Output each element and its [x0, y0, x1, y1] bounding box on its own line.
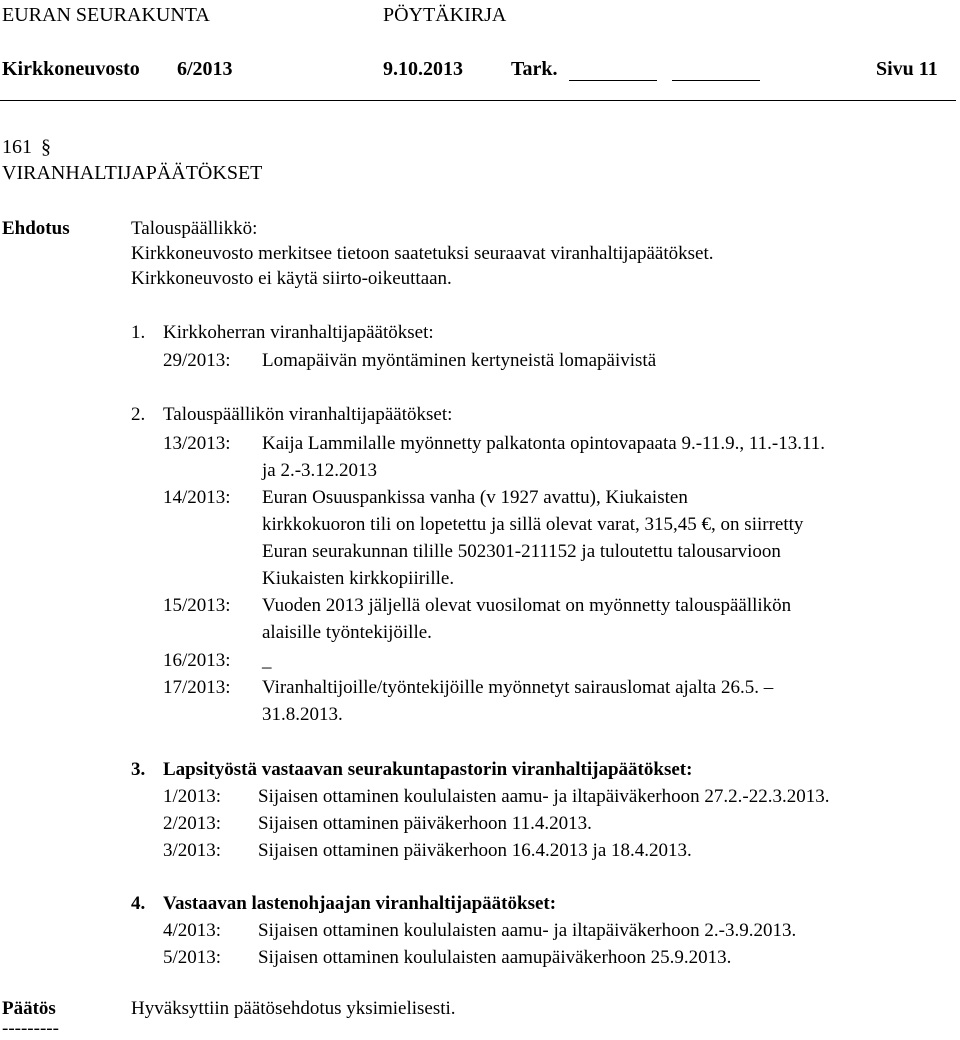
proposal-label: Ehdotus: [2, 218, 70, 239]
decision-code: 2/2013:: [163, 813, 222, 834]
governing-body: Kirkkoneuvosto: [2, 58, 140, 80]
group-number: 4.: [131, 893, 146, 914]
decision-text: kirkkokuoron tili on lopetettu ja sillä olevat varat, 315,45 €, on siirretty: [262, 514, 804, 535]
section-symbol: §: [41, 136, 51, 158]
signature-line-2: [672, 60, 760, 81]
decision-text: Viranhaltijoille/työntekijöille myönnetyt sairauslomat ajalta 26.5. –: [262, 677, 774, 698]
decision-code: 29/2013:: [163, 350, 231, 371]
proposal-line: Kirkkoneuvosto merkitsee tietoon saatetuksi seuraavat viranhaltijapäätökset.: [131, 243, 714, 264]
decision-code: 3/2013:: [163, 840, 222, 861]
decision-text: Sijaisen ottaminen koululaisten aamu- ja iltapäiväkerhoon 2.-3.9.2013.: [258, 920, 797, 941]
checker-field: [511, 58, 760, 81]
decision-code: 14/2013:: [163, 487, 231, 508]
section-number: 161 §: [2, 136, 51, 158]
decision-label: Päätös: [2, 998, 56, 1019]
page-number: Sivu 11: [876, 58, 938, 80]
decision-text: Sijaisen ottaminen koululaisten aamupäiväkerhoon 25.9.2013.: [258, 947, 732, 968]
group-number: 2.: [131, 404, 146, 425]
checker-label: Tark.: [511, 58, 558, 80]
decision-code: 17/2013:: [163, 677, 231, 698]
decision-text: Sijaisen ottaminen päiväkerhoon 16.4.2013 ja 18.4.2013.: [258, 840, 692, 861]
decision-dashes: ---------: [2, 1018, 59, 1039]
decision-text: Kaija Lammilalle myönnetty palkatonta opintovapaata 9.-11.9., 11.-13.11.: [262, 433, 825, 454]
organization-name: EURAN SEURAKUNTA: [2, 4, 210, 26]
decision-text: Euran seurakunnan tilille 502301-211152 ja tuloutettu talousarvioon: [262, 541, 781, 562]
decision-text: _: [262, 650, 272, 671]
signature-line-1: [569, 60, 657, 81]
decision-text: Hyväksyttiin päätösehdotus yksimielisesti.: [131, 998, 456, 1019]
meeting-date: 9.10.2013: [383, 58, 463, 80]
group-heading: Talouspäällikön viranhaltijapäätökset:: [163, 404, 453, 425]
decision-code: 16/2013:: [163, 650, 231, 671]
decision-text: 31.8.2013.: [262, 704, 343, 725]
meeting-number: 6/2013: [177, 58, 233, 80]
group-heading: Kirkkoherran viranhaltijapäätökset:: [163, 322, 434, 343]
decision-text: Sijaisen ottaminen päiväkerhoon 11.4.2013.: [258, 813, 592, 834]
decision-code: 15/2013:: [163, 595, 231, 616]
decision-text: ja 2.-3.12.2013: [262, 460, 378, 481]
decision-text: Euran Osuuspankissa vanha (v 1927 avattu), Kiukaisten: [262, 487, 688, 508]
decision-text: Lomapäivän myöntäminen kertyneistä lomapäivistä: [262, 350, 657, 371]
group-number: 3.: [131, 759, 146, 780]
decision-code: 1/2013:: [163, 786, 222, 807]
group-heading: Lapsityöstä vastaavan seurakuntapastorin viranhaltijapäätökset:: [163, 759, 693, 780]
decision-text: alaisille työntekijöille.: [262, 622, 432, 643]
proposal-line: Kirkkoneuvosto ei käytä siirto-oikeuttaan.: [131, 268, 452, 289]
section-title: VIRANHALTIJAPÄÄTÖKSET: [2, 162, 263, 184]
group-number: 1.: [131, 322, 146, 343]
decision-text: Kiukaisten kirkkopiirille.: [262, 568, 455, 589]
header-divider: [0, 100, 956, 101]
decision-code: 4/2013:: [163, 920, 222, 941]
decision-text: Vuoden 2013 jäljellä olevat vuosilomat on myönnetty talouspäällikön: [262, 595, 792, 616]
decision-code: 5/2013:: [163, 947, 222, 968]
document-type: PÖYTÄKIRJA: [383, 4, 507, 26]
decision-text: Sijaisen ottaminen koululaisten aamu- ja iltapäiväkerhoon 27.2.-22.3.2013.: [258, 786, 830, 807]
decision-code: 13/2013:: [163, 433, 231, 454]
proposal-line: Talouspäällikkö:: [131, 218, 258, 239]
group-heading: Vastaavan lastenohjaajan viranhaltijapäätökset:: [163, 893, 557, 914]
